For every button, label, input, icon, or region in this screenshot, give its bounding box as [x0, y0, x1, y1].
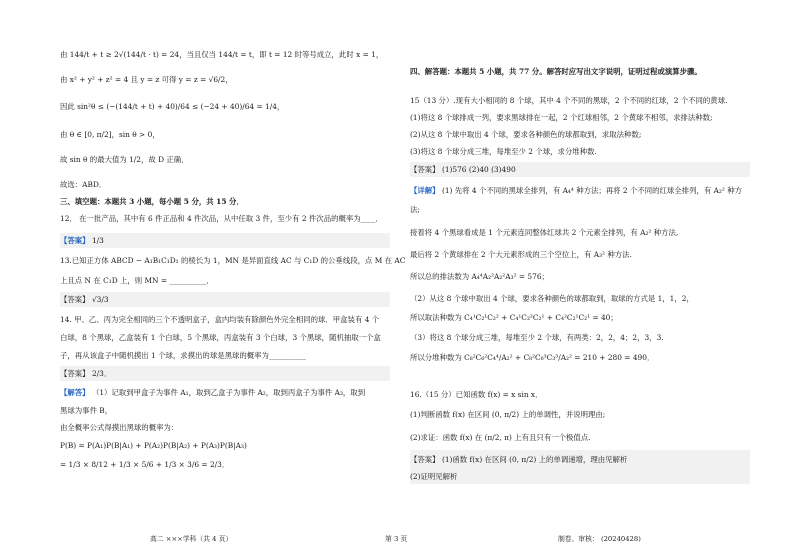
detail-line: 法; — [410, 205, 420, 214]
detail-line: 接着将 4 个黑球看成是 1 个元素连同整体红球共 2 个元素全排列，有 A₂² 种方法, — [410, 228, 679, 237]
question-16: 16.（15 分）已知函数 f(x) = x sin x． — [410, 390, 543, 399]
question-15: 15（13 分）.现有大小相同的 8 个球，其中 4 个不同的黑球，2 个不同的红球，2 个不同的黄球. — [410, 96, 728, 105]
detail-15: 【详解】 (1) 先将 4 个不同的黑球全排列，有 A₄⁴ 种方法；再将 2 个不同的红球全排列，有 A₂² 种方 — [410, 186, 742, 195]
question-13: 上且点 N 在 C₁D 上，则 MN = __________． — [60, 276, 214, 285]
answer-16 — [410, 455, 627, 465]
footer-right: 制卷、审核： (20240428) — [558, 535, 641, 543]
question-14: 白球，8 个黑球，乙盒装有 1 个白球，5 个黑球，丙盒装有 3 个白球，3 个黑球，随机抽取一个盒 — [60, 333, 381, 342]
detail-line: 所以分堆种数为 C₈²C₆²C₄⁴/A₂² + C₈²C₆³C₃³/A₂² = 210 + 280 = 490． — [410, 353, 655, 362]
answer-label: 【答案】 — [410, 455, 440, 464]
answer-value: (1)函数 f(x) 在区间 (0, π/2) 上的单调递增，理由见解析 — [441, 455, 628, 464]
answer-value: 1/3 — [91, 236, 104, 245]
question-16: (2)求证：函数 f(x) 在 (π/2, π) 上有且只有一个极值点. — [410, 433, 591, 442]
detail-line: 由全概率公式得摸出黑球的概率为： — [60, 423, 179, 432]
answer-16: (2)证明见解析 — [410, 472, 458, 481]
text-line: 由 θ ∈ [0, π/2]，sin θ > 0， — [60, 130, 160, 139]
question-16: (1)判断函数 f(x) 在区间 (0, π/2) 上的单调性，并说明理由; — [410, 410, 606, 419]
text-line: 由 144/t + t ≥ 2√(144/t · t) = 24，当且仅当 144/t = t，即 t = 12 时等号成立，此时 x = 1， — [60, 50, 384, 59]
text-line: 由 x² + y² + z² = 4 且 y = z 可得 y = z = √6/2， — [60, 75, 233, 84]
answer-value: √3/3 — [91, 295, 109, 304]
section-heading: 四、解答题：本题共 5 小题，共 77 分。解答时应写出文字说明，证明过程或演算步骤。 — [410, 67, 702, 76]
question-14: 子，再从该盒子中随机摸出 1 个球，求摸出的球是黑球的概率为__________ — [60, 351, 306, 360]
text-line: 故选：ABD． — [60, 180, 107, 189]
answer-13 — [60, 295, 109, 305]
text-line: 因此 sin²θ ≤ (−(144/t + t) + 40)/64 ≤ (−24 + 40)/64 = 1/4， — [60, 102, 285, 111]
answer-15 — [410, 165, 516, 175]
question-13: 13.已知正方体 ABCD − A₁B₁C₁D₁ 的棱长为 1，MN 是异面直线 AC 与 C₁D 的公垂线段，点 M 在 AC — [60, 256, 406, 265]
text-line: 故 sin θ 的最大值为 1/2，故 D 正确． — [60, 155, 189, 164]
answer-label: 【答案】 — [60, 369, 90, 378]
detail-line: P(B) = P(A₁)P(B|A₁) + P(A₂)P(B|A₂) + P(A₃)P(B|A₃) — [60, 441, 247, 450]
question-14: 14. 甲、乙、丙为完全相同的三个不透明盒子，盒内均装有除颜色外完全相同的球．甲盒装有 4 个 — [60, 315, 380, 324]
detail-14: 【解答】 （1）记取到甲盒子为事件 A₁，取到乙盒子为事件 A₂，取到丙盒子为事件 A₃，取到 — [60, 388, 366, 397]
answer-value: (1)576 (2)40 (3)490 — [441, 165, 516, 174]
detail-line: （2）从这 8 个球中取出 4 个球，要求各种颜色的球都取到，取球的方式是 1，1，2， — [410, 294, 694, 303]
question-15: (2)从这 8 个球中取出 4 个球，要求各种颜色的球都取到，求取法种数; — [410, 130, 642, 139]
detail-line: 黑球为事件 B， — [60, 406, 113, 415]
detail-line: 所以取法种数为 C₄¹C₂¹C₂² + C₄¹C₂²C₂¹ + C₄²C₂¹C₂¹ = 40； — [410, 313, 618, 322]
detail-line: 所以总的排法数为 A₄⁴A₂²A₂²A₃² = 576； — [410, 272, 549, 281]
answer-12 — [60, 236, 104, 246]
section-heading: 三、填空题：本题共 3 小题，每小题 5 分，共 15 分． — [60, 197, 244, 206]
detail-line: （3）将这 8 个球分成三堆，每堆至少 2 个球，有两类：2，2，4；2，3，3. — [410, 333, 664, 342]
answer-label: 【答案】 — [60, 236, 90, 245]
answer-14 — [60, 369, 111, 379]
question-12: 12． 在一批产品，其中有 6 件正品和 4 件次品，从中任取 3 件，至少有 2 件次品的概率为____． — [60, 214, 383, 223]
detail-label: 【详解】 — [410, 186, 440, 195]
question-15: (3)将这 8 个球分成三堆，每堆至少 2 个球，求分堆种数. — [410, 147, 597, 156]
answer-box — [60, 233, 390, 248]
detail-label: 【解答】 — [60, 388, 90, 397]
question-15: (1)将这 8 个球排成一列，要求黑球排在一起，2 个红球相邻，2 个黄球不相邻，求排法种数; — [410, 113, 713, 122]
answer-label: 【答案】 — [410, 165, 440, 174]
answer-label: 【答案】 — [60, 295, 90, 304]
detail-line: 最后将 2 个黄球排在 2 个大元素形成的三个空位上，有 A₃² 种方法. — [410, 250, 632, 259]
answer-value: 2/3． — [91, 369, 112, 378]
answer-box — [60, 292, 390, 307]
footer-left: 高二 ×××学科（共 4 页） — [150, 535, 233, 543]
detail-line: = 1/3 × 8/12 + 1/3 × 5/6 + 1/3 × 3/6 = 2/3． — [60, 460, 230, 469]
page-number: 第 3 页 — [385, 535, 408, 543]
